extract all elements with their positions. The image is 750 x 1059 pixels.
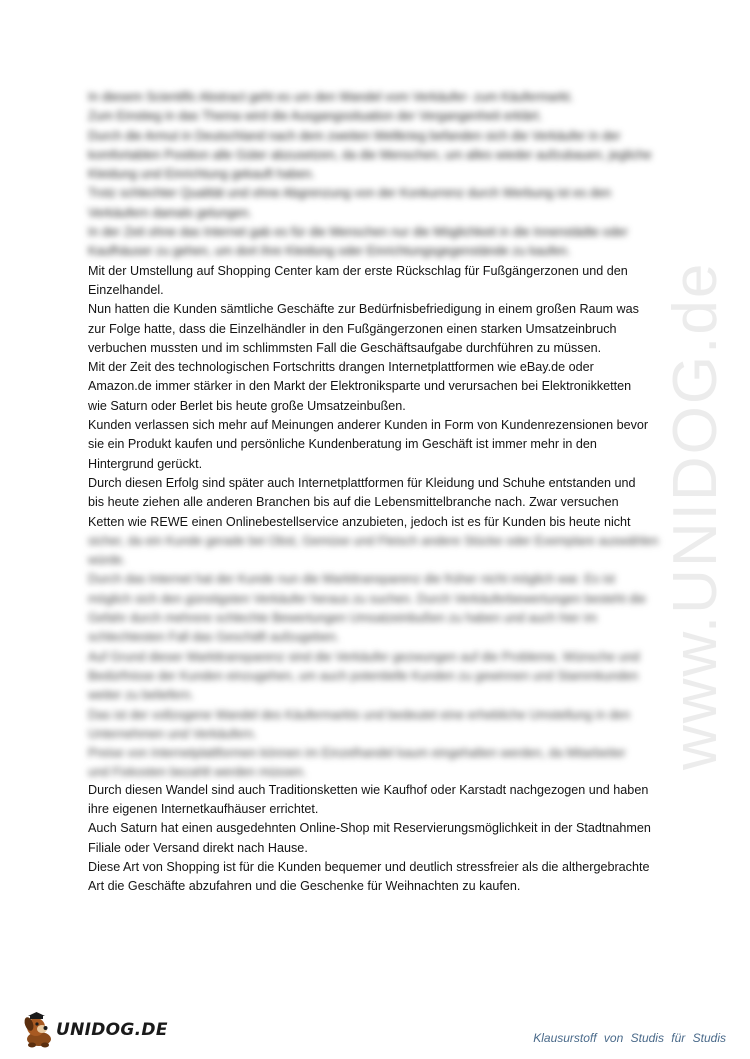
blurred-line: sicher, da ein Kunde gerade bei Obst, Gemüse und Fleisch andere Stücke oder Exemplare auswählen	[88, 533, 659, 548]
text-line: Mit der Umstellung auf Shopping Center kam der erste Rückschlag für Fußgängerzonen und den	[88, 263, 628, 278]
blurred-line: möglich sich den günstigsten Verkäufer heraus zu suchen. Durch Verkäuferbewertungen besteht die	[88, 591, 646, 606]
text-line: wie Saturn oder Berlet bis heute große Umsatzeinbußen.	[88, 398, 406, 413]
text-line: Einzelhandel.	[88, 282, 164, 297]
text-line: zur Folge hatte, dass die Einzelhändler in den Fußgängerzonen einen starken Umsatzeinbruch	[88, 321, 617, 336]
unidog-logo[interactable]	[20, 1012, 168, 1048]
dog-mascot-icon	[20, 1012, 58, 1048]
blurred-paragraphs-bottom	[88, 532, 678, 783]
blurred-line: Trotz schlechter Qualität und ohne Abgrenzung von der Konkurrenz durch Werbung ist es den	[88, 186, 611, 201]
blurred-line: Unternehmen und Verkäufern.	[88, 726, 257, 741]
blurred-line: Verkäufern damals gelungen.	[88, 205, 252, 220]
visible-paragraphs-middle	[88, 262, 678, 532]
logo-text: UNIDOG.DE	[56, 1020, 168, 1040]
blurred-line: Kleidung und Einrichtung gekauft haben.	[88, 167, 315, 182]
blurred-line: Gefahr durch mehrere schlechte Bewertungen Umsatzeinbußen zu haben und auch hier im	[88, 611, 597, 626]
blurred-line: weiter zu beliefern.	[88, 688, 194, 703]
text-line: Auch Saturn hat einen ausgedehnten Online-Shop mit Reservierungsmöglichkeit in der Stadtnahmen	[88, 821, 651, 836]
blurred-paragraphs-top	[88, 88, 678, 262]
blurred-line: Preise von Internetplattformen können im Einzelhandel kaum eingehalten werden, da Mitarbeiter	[88, 746, 626, 761]
visible-paragraphs-bottom	[88, 781, 678, 897]
text-line: Durch diesen Erfolg sind später auch Internetplattformen für Kleidung und Schuhe entstanden und	[88, 475, 636, 490]
watermark: www.UNIDOG.de	[661, 261, 730, 770]
blurred-line: Bedürfnisse der Kunden einzugehen, um auch potentielle Kunden zu gewinnen und Stammkunden	[88, 668, 639, 683]
text-line: Ketten wie REWE einen Onlinebestellservice anzubieten, jedoch ist es für Kunden bis heute nicht	[88, 514, 631, 529]
blurred-line: würde.	[88, 553, 126, 568]
text-line: Nun hatten die Kunden sämtliche Geschäfte zur Bedürfnisbefriedigung in einem großen Raum was	[88, 302, 639, 317]
blurred-line: komfortablen Position alle Güter abzusetzen, da die Menschen, um alles wieder aufzubauen, jegliche	[88, 147, 652, 162]
blurred-line: schlechtesten Fall das Geschäft aufzugeben.	[88, 630, 340, 645]
text-line: verbuchen mussten und im schlimmsten Fall die Geschäftsaufgabe durchführen zu müssen.	[88, 340, 602, 355]
text-line: Hintergrund gerückt.	[88, 456, 203, 471]
blurred-line: Das ist der vollzogene Wandel des Käufermarkts und bedeutet eine erhebliche Umstellung in den	[88, 707, 631, 722]
blurred-line: Zum Einstieg in das Thema wird die Ausgangssituation der Vergangenheit erklärt.	[88, 109, 543, 124]
footer-slogan: Klausurstoff von Studis für Studis	[533, 1031, 726, 1045]
blurred-line: Kaufhäuser zu gehen, um dort ihre Kleidung oder Einrichtungsgegenstände zu kaufen.	[88, 244, 571, 259]
text-line: Diese Art von Shopping ist für die Kunden bequemer und deutlich stressfreier als die althergebrachte	[88, 859, 650, 874]
blurred-line: und Fixkosten bezahlt werden müssen.	[88, 765, 307, 780]
text-line: Kunden verlassen sich mehr auf Meinungen anderer Kunden in Form von Kundenrezensionen bevor	[88, 418, 649, 433]
text-line: Mit der Zeit des technologischen Fortschritts drangen Internetplattformen wie eBay.de oder	[88, 360, 594, 375]
text-line: Art die Geschäfte abzufahren und die Geschenke für Weihnachten zu kaufen.	[88, 879, 521, 894]
text-line: bis heute ziehen alle anderen Branchen bis auf die Lebensmittelbranche nach. Zwar versuchen	[88, 495, 619, 510]
text-line: Amazon.de immer stärker in den Markt der Elektroniksparte und verursachen bei Elektronikketten	[88, 379, 632, 394]
blurred-line: Auf Grund dieser Markttransparenz sind die Verkäufer gezwungen auf die Probleme, Wünsche und	[88, 649, 640, 664]
text-line: sie ein Produkt kaufen und persönliche Kundenberatung im Geschäft ist immer mehr in den	[88, 437, 597, 452]
text-line: Filiale oder Versand direkt nach Hause.	[88, 840, 308, 855]
blurred-line: In der Zeit ohne das Internet gab es für die Menschen nur die Möglichkeit in die Innenstädte oder	[88, 225, 628, 240]
document-body	[88, 88, 678, 896]
text-line: Durch diesen Wandel sind auch Traditionsketten wie Kaufhof oder Karstadt nachgezogen und haben	[88, 782, 649, 797]
blurred-line: Durch die Armut in Deutschland nach dem zweiten Weltkrieg befanden sich die Verkäufer in der	[88, 128, 621, 143]
blurred-line: Durch das Internet hat der Kunde nun die Markttransparenz die früher nicht möglich war. Es ist	[88, 572, 616, 587]
blurred-line: In diesem Scientific Abstract geht es um den Wandel vom Verkäufer- zum Käufermarkt.	[88, 90, 574, 104]
text-line: ihre eigenen Internetkaufhäuser errichtet.	[88, 801, 319, 816]
